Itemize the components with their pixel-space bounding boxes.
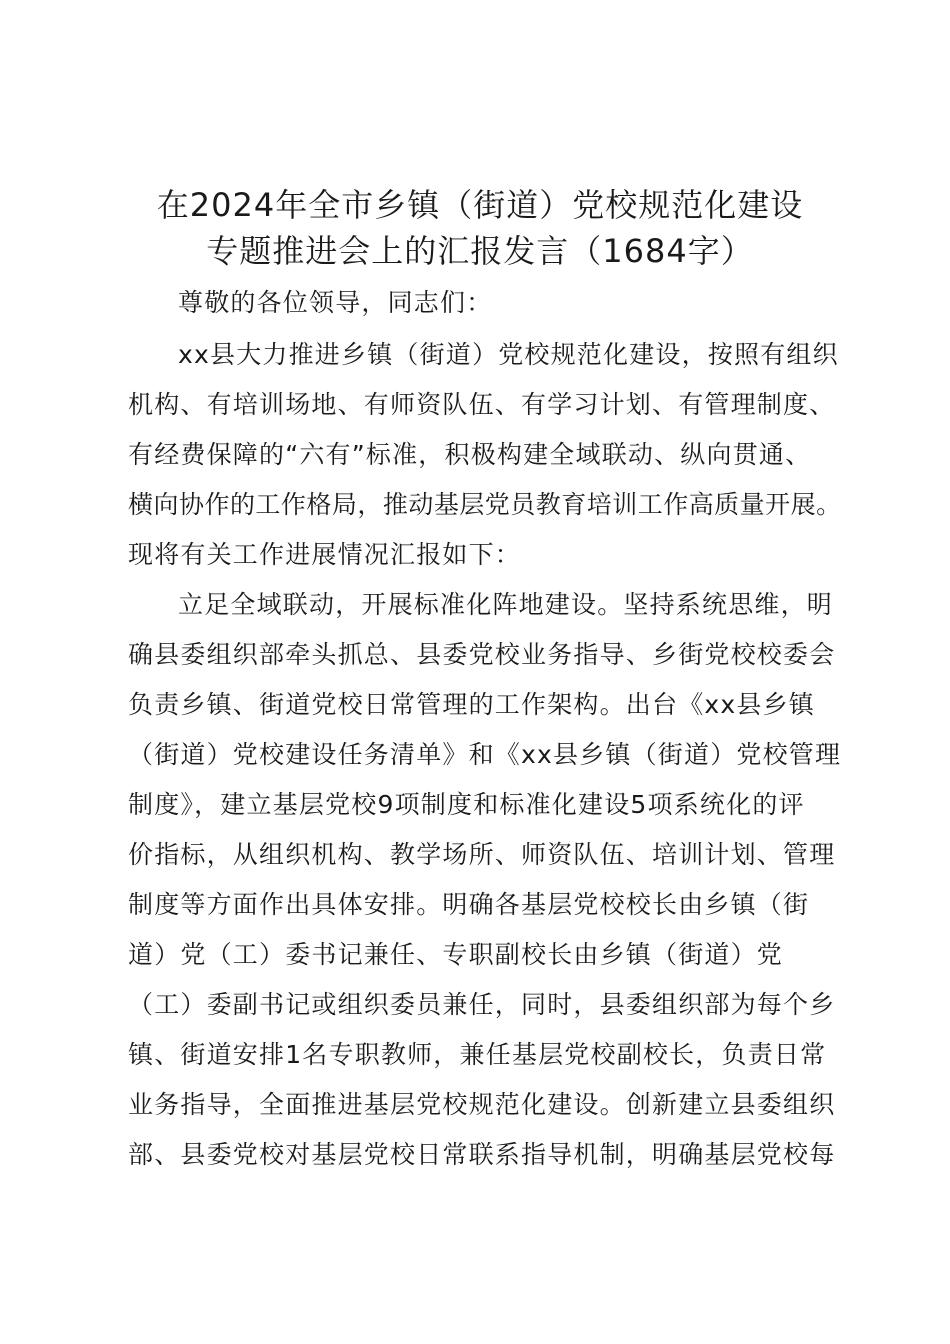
document-title-line-1: 在2024年全市乡镇（街道）党校规范化建设 xyxy=(156,186,804,224)
paragraph-line: 横向协作的工作格局，推动基层党员教育培训工作高质量开展。 xyxy=(128,490,842,519)
paragraph-line: 机构、有培训场地、有师资队伍、有学习计划、有管理制度、 xyxy=(128,390,836,419)
paragraph-line: 确县委组织部牵头抓总、县委党校业务指导、乡街党校校委会 xyxy=(128,640,836,669)
salutation: 尊敬的各位领导，同志们： xyxy=(178,288,493,317)
paragraph-line: 制度》，建立基层党校9项制度和标准化建设5项系统化的评 xyxy=(128,790,805,819)
paragraph-line: 镇、街道安排1名专职教师，兼任基层党校副校长，负责日常 xyxy=(128,1040,827,1069)
paragraph-line: 负责乡镇、街道党校日常管理的工作架构。出台《xx县乡镇 xyxy=(128,690,815,719)
paragraph-line: （工）委副书记或组织委员兼任，同时，县委组织部为每个乡 xyxy=(128,990,836,1019)
paragraph-line: 现将有关工作进展情况汇报如下： xyxy=(128,540,522,569)
paragraph-line: 部、县委党校对基层党校日常联系指导机制，明确基层党校每 xyxy=(128,1140,836,1169)
document-title-line-2: 专题推进会上的汇报发言（1684字） xyxy=(206,232,754,270)
paragraph-line: 立足全域联动，开展标准化阵地建设。坚持系统思维，明 xyxy=(178,590,834,619)
paragraph-line: 制度等方面作出具体安排。明确各基层党校校长由乡镇（街 xyxy=(128,890,810,919)
paragraph-line: （街道）党校建设任务清单》和《xx县乡镇（街道）党校管理 xyxy=(128,740,842,769)
paragraph-line: 道）党（工）委书记兼任、专职副校长由乡镇（街道）党 xyxy=(128,940,784,969)
paragraph-line: xx县大力推进乡镇（街道）党校规范化建设，按照有组织 xyxy=(178,340,839,369)
paragraph-line: 有经费保障的“六有”标准，积极构建全域联动、纵向贯通、 xyxy=(128,440,812,469)
paragraph-line: 价指标，从组织机构、教学场所、师资队伍、培训计划、管理 xyxy=(128,840,836,869)
paragraph-line: 业务指导，全面推进基层党校规范化建设。创新建立县委组织 xyxy=(128,1090,836,1119)
